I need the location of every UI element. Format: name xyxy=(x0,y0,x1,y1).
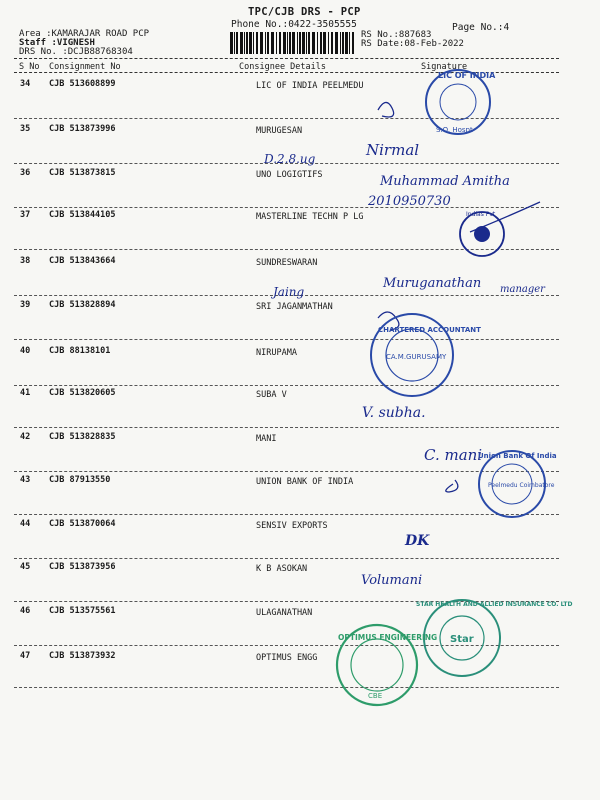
col-header-signature: Signature xyxy=(421,62,468,72)
signature-sundreswaran: Muruganathan xyxy=(383,276,482,291)
row-consignment: CJB 513844105 xyxy=(49,210,116,220)
table-row xyxy=(0,475,600,515)
row-sno: 40 xyxy=(20,346,31,356)
row-consignment: CJB 513873996 xyxy=(49,124,116,134)
area-label: Area :KAMARAJAR ROAD PCP xyxy=(19,29,150,39)
row-consignment: CJB 513608899 xyxy=(49,79,116,89)
row-sno: 39 xyxy=(20,300,31,310)
signature-mani: C. mani xyxy=(424,446,483,464)
optimus-stamp-sub: CBE xyxy=(368,692,383,700)
accountant-stamp-sub: CA.M.GURUSAMY xyxy=(386,353,447,361)
table-row xyxy=(0,606,600,646)
row-divider xyxy=(14,645,559,646)
row-divider xyxy=(14,471,559,472)
signature-uno-phone: 2010950730 xyxy=(368,194,451,209)
row-consignment: CJB 513575561 xyxy=(49,606,116,616)
row-consignee: UNION BANK OF INDIA xyxy=(256,477,354,487)
row-sno: 41 xyxy=(20,388,31,398)
signature-manager: manager xyxy=(500,284,545,295)
row-consignee: MANI xyxy=(256,434,277,444)
row-consignee: K B ASOKAN xyxy=(256,564,308,574)
row-consignment: CJB 513873815 xyxy=(49,168,116,178)
row-sno: 46 xyxy=(20,606,31,616)
row-divider xyxy=(14,514,559,515)
row-consignee: SENSIV EXPORTS xyxy=(256,521,328,531)
row-consignee: OPTIMUS ENGG xyxy=(256,653,318,663)
row-consignment: CJB 513828894 xyxy=(49,300,116,310)
row-divider xyxy=(14,339,559,340)
table-row xyxy=(0,79,600,119)
rs-number: RS No.:887683 xyxy=(361,30,432,40)
row-consignee: LIC OF INDIA PEELMEDU xyxy=(256,81,364,91)
table-row xyxy=(0,210,600,250)
lic-stamp-text: LIC OF INDIA xyxy=(438,71,496,80)
optimus-stamp-text: OPTIMUS ENGINEERING xyxy=(338,633,438,642)
table-row xyxy=(0,432,600,472)
row-consignee: SRI JAGANMATHAN xyxy=(256,302,333,312)
row-consignee: MURUGESAN xyxy=(256,126,303,136)
row-consignment: CJB 513828835 xyxy=(49,432,116,442)
row-sno: 45 xyxy=(20,562,31,572)
table-row xyxy=(0,168,600,208)
signature-sensiv: DK xyxy=(405,533,430,549)
row-consignment: CJB 513873932 xyxy=(49,651,116,661)
row-consignment: CJB 513843664 xyxy=(49,256,116,266)
signature-suba: V. subha. xyxy=(362,405,426,421)
drs-number: DRS No. :DCJB88768304 xyxy=(19,47,133,57)
col-header-sno: S No xyxy=(19,62,40,72)
row-divider xyxy=(14,118,559,119)
table-row xyxy=(0,388,600,428)
row-consignment: CJB 513870064 xyxy=(49,519,116,529)
lic-stamp-sub: S.O. Hospt xyxy=(436,126,473,134)
row-consignment: CJB 87913550 xyxy=(49,475,111,485)
star-stamp-text: STAR HEALTH AND ALLIED INSURANCE CO. LTD xyxy=(416,601,573,608)
row-divider xyxy=(14,687,559,688)
rs-date: RS Date:08-Feb-2022 xyxy=(361,39,464,49)
page-number: Page No.:4 xyxy=(452,22,510,33)
row-divider xyxy=(14,249,559,250)
row-sno: 37 xyxy=(20,210,31,220)
row-divider xyxy=(14,601,559,602)
row-sno: 47 xyxy=(20,651,31,661)
row-sno: 43 xyxy=(20,475,31,485)
row-sno: 44 xyxy=(20,519,31,529)
row-consignment: CJB 513873956 xyxy=(49,562,116,572)
union-bank-stamp-sub: Peelmedu Coimbatore xyxy=(488,482,555,489)
row-consignee: UNO LOGIGTIFS xyxy=(256,170,323,180)
signature-murugesan: Nirmal xyxy=(366,141,420,159)
row-consignee: ULAGANATHAN xyxy=(256,608,313,618)
row-divider xyxy=(14,427,559,428)
table-row xyxy=(0,300,600,340)
table-row xyxy=(0,562,600,602)
row-divider xyxy=(14,385,559,386)
signature-asokan: Volumani xyxy=(361,573,423,588)
union-bank-stamp-text: Union Bank Of India xyxy=(478,452,557,460)
table-row xyxy=(0,651,600,691)
masterline-stamp-text: Indias Pvt xyxy=(466,211,496,218)
col-header-consignee: Consignee Details xyxy=(239,62,326,72)
row-divider xyxy=(14,207,559,208)
signature-uno-name: Muhammad Amitha xyxy=(380,174,510,189)
row-sno: 36 xyxy=(20,168,31,178)
staff-label: Staff :VIGNESH xyxy=(19,38,95,48)
col-header-consignment: Consignment No xyxy=(49,62,121,72)
row-sno: 34 xyxy=(20,79,31,89)
row-sno: 35 xyxy=(20,124,31,134)
table-row xyxy=(0,519,600,559)
phone-number: Phone No.:0422-3505555 xyxy=(231,19,357,30)
table-row xyxy=(0,346,600,386)
row-consignment: CJB 88138101 xyxy=(49,346,111,356)
row-consignee: SUBA V xyxy=(256,390,287,400)
date-note: D.2.8.ug xyxy=(264,152,316,166)
row-sno: 42 xyxy=(20,432,31,442)
row-sno: 38 xyxy=(20,256,31,266)
header-rule-top xyxy=(14,58,559,59)
header-rule-bottom xyxy=(14,72,559,73)
row-consignee: NIRUPAMA xyxy=(256,348,297,358)
row-consignee: MASTERLINE TECHN P LG xyxy=(256,212,364,222)
accountant-stamp-text: CHARTERED ACCOUNTANT xyxy=(378,326,481,334)
row-consignee: SUNDRESWARAN xyxy=(256,258,318,268)
row-divider xyxy=(14,558,559,559)
row-consignment: CJB 513820605 xyxy=(49,388,116,398)
barcode xyxy=(229,32,356,54)
signature-jaganmathan: Jaing xyxy=(273,285,305,299)
sheet-title: TPC/CJB DRS - PCP xyxy=(248,6,361,18)
star-stamp-center: Star xyxy=(450,634,474,645)
